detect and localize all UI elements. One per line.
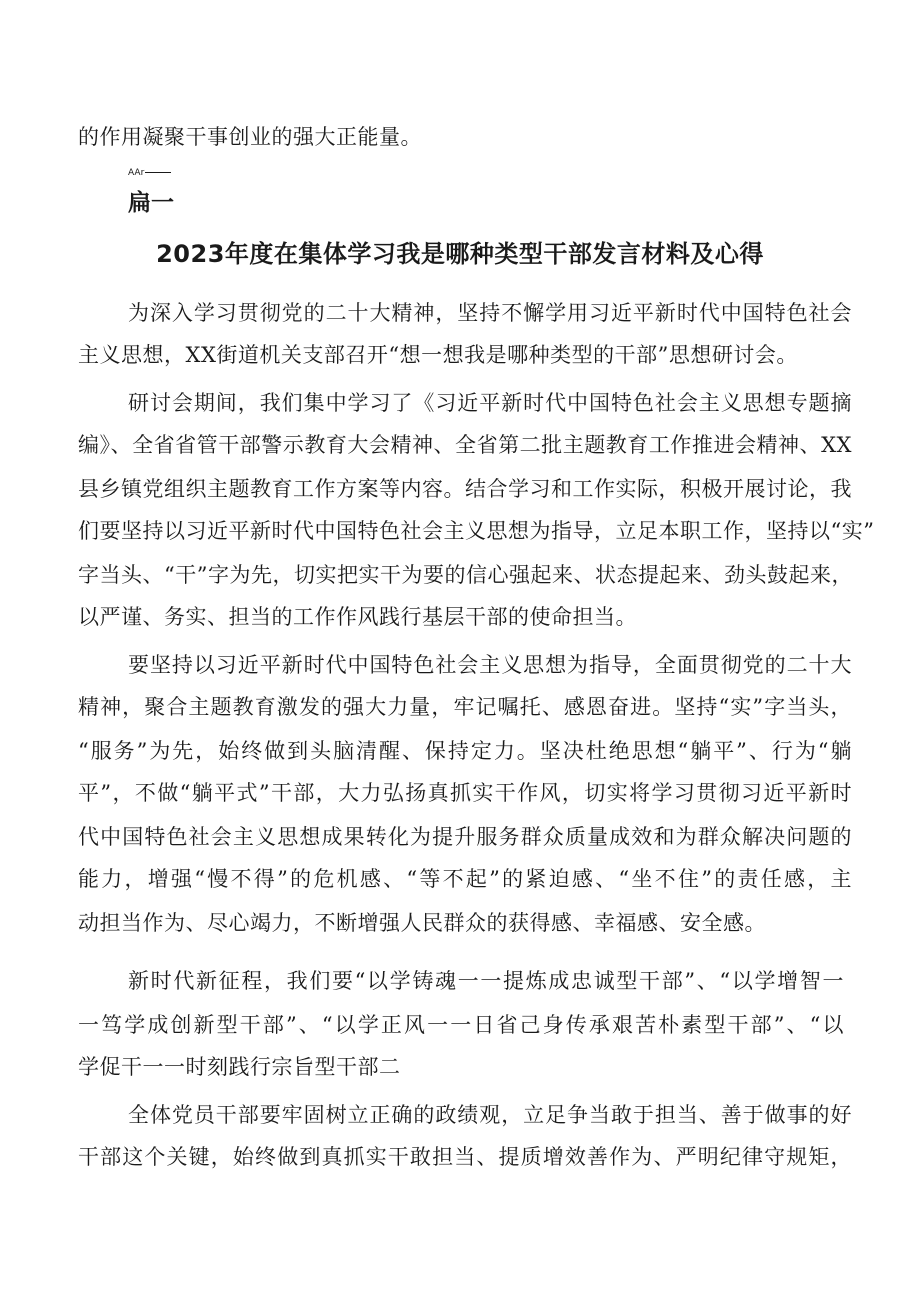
paragraph-2-line-2: 编》、全省省管干部警示教育大会精神、全省第二批主题教育工作推进会精神、XX [78,433,852,457]
small-mark [128,168,171,178]
paragraph-2-line-5: 字当头、“干”字为先，切实把实干为要的信心强起来、状态提起来、劲头鼓起来， [78,563,853,587]
paragraph-5-line-1: 全体党员干部要牢固树立正确的政绩观，立足争当敢于担当、善于做事的好 [128,1103,852,1127]
paragraph-2-line-4: 们要坚持以习近平新时代中国特色社会主义思想为指导，立足本职工作，坚持以“实” [78,519,875,543]
document-title: 2023年度在集体学习我是哪种类型干部发言材料及心得 [156,240,764,268]
paragraph-3-line-5: 代中国特色社会主义思想成果转化为提升服务群众质量成效和为群众解决问题的 [78,825,852,849]
paragraph-4-line-3: 学促干一一时刻践行宗旨型干部二 [78,1055,401,1079]
paragraph-3-line-7: 动担当作为、尽心竭力，不断增强人民群众的获得感、幸福感、安全感。 [78,911,766,935]
paragraph-5-line-2: 干部这个关键，始终做到真抓实干敢担当、提质增效善作为、严明纪律守规矩， [78,1145,852,1169]
section-label: 扁一 [128,190,174,216]
paragraph-1-line-1: 为深入学习贯彻党的二十大精神，坚持不懈学用习近平新时代中国特色社会 [128,301,852,325]
paragraph-2-line-3: 县乡镇党组织主题教育工作方案等内容。结合学习和工作实际，积极开展讨论，我 [78,477,852,501]
paragraph-3-line-2: 精神，聚合主题教育激发的强大力量，牢记嘱托、感恩奋进。坚持“实”字当头， [78,695,852,719]
carryover-line: 的作用凝聚干事创业的强大正能量。 [78,125,422,149]
paragraph-2-line-1: 研讨会期间，我们集中学习了《习近平新时代中国特色社会主义思想专题摘 [128,391,852,415]
paragraph-4-line-2: 一笃学成创新型干部”、“以学正风一一日省己身传承艰苦朴素型干部”、“以 [78,1013,844,1037]
paragraph-4-line-1: 新时代新征程，我们要“以学铸魂一一提炼成忠诚型干部”、“以学增智一 [128,969,844,993]
small-mark-text: AAr [128,168,145,178]
small-mark-rule [145,172,171,173]
paragraph-3-line-6: 能力，增强“慢不得”的危机感、“等不起”的紧迫感、“坐不住”的责任感，主 [78,867,852,891]
paragraph-3-line-4: 平”，不做“躺平式”干部，大力弘扬真抓实干作风，切实将学习贯彻习近平新时 [78,781,852,805]
paragraph-2-line-6: 以严谨、务实、担当的工作作风践行基层干部的使命担当。 [78,605,637,629]
paragraph-3-line-3: “服务”为先，始终做到头脑清醒、保持定力。坚决杜绝思想“躺平”、行为“躺 [78,739,852,763]
paragraph-3-line-1: 要坚持以习近平新时代中国特色社会主义思想为指导，全面贯彻党的二十大 [128,653,852,677]
paragraph-1-line-2: 主义思想，XX街道机关支部召开“想一想我是哪种类型的干部”思想研讨会。 [78,343,798,367]
